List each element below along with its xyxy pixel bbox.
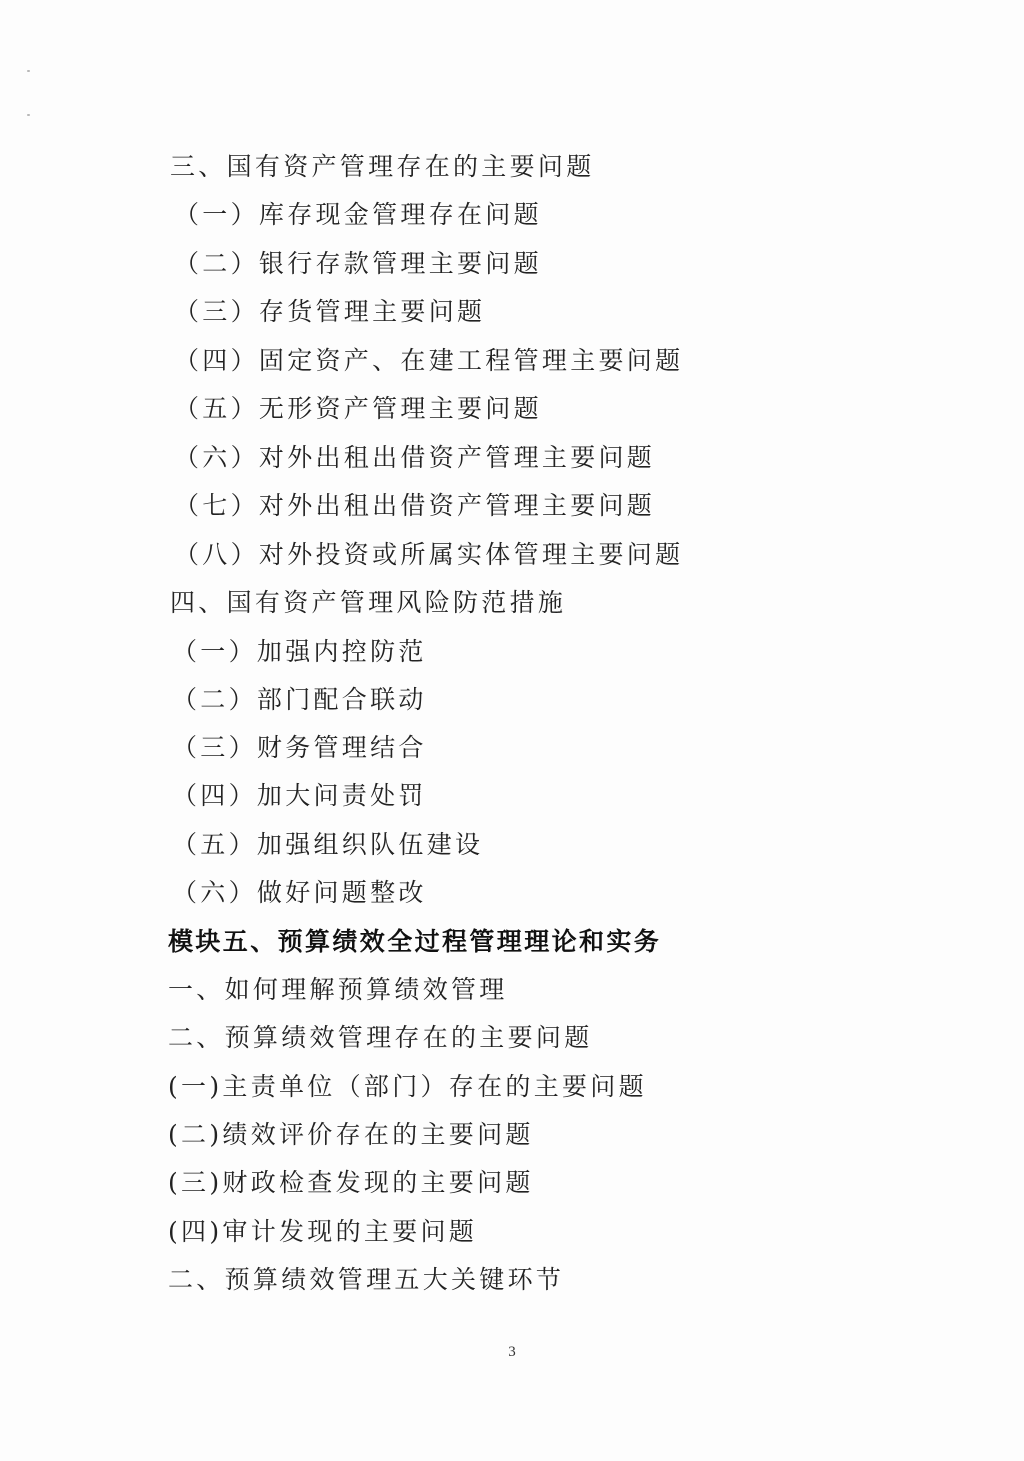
subsection-4-2: （二）部门配合联动 [172, 685, 427, 714]
subsection-3-8: （八）对外投资或所属实体管理主要问题 [174, 540, 684, 569]
module-heading-5: 模块五、预算绩效全过程管理理论和实务 [168, 927, 662, 956]
subsection-3-3: （三）存货管理主要问题 [174, 297, 486, 326]
subsection-2-2: (二)绩效评价存在的主要问题 [168, 1120, 534, 1149]
subsection-3-1: （一）库存现金管理存在问题 [174, 200, 542, 229]
subsection-4-3: （三）财务管理结合 [172, 733, 427, 762]
subsection-2-3: (三)财政检查发现的主要问题 [168, 1168, 534, 1197]
scan-speck [27, 114, 30, 116]
page-number: 3 [508, 1344, 516, 1360]
subsection-3-6: （六）对外出租出借资产管理主要问题 [174, 443, 656, 472]
subsection-4-4: （四）加大问责处罚 [172, 781, 427, 810]
subsection-4-6: （六）做好问题整改 [172, 878, 427, 907]
section-heading-2b: 二、预算绩效管理五大关键环节 [168, 1265, 565, 1294]
subsection-3-2: （二）银行存款管理主要问题 [174, 249, 542, 278]
subsection-3-4: （四）固定资产、在建工程管理主要问题 [174, 346, 684, 375]
section-heading-4: 四、国有资产管理风险防范措施 [170, 588, 567, 617]
subsection-3-7: （七）对外出租出借资产管理主要问题 [174, 491, 656, 520]
subsection-4-1: （一）加强内控防范 [172, 637, 427, 666]
subsection-2-4: (四)审计发现的主要问题 [168, 1217, 478, 1246]
section-heading-1: 一、如何理解预算绩效管理 [168, 975, 508, 1004]
subsection-4-5: （五）加强组织队伍建设 [172, 830, 484, 859]
subsection-3-5: （五）无形资产管理主要问题 [174, 394, 542, 423]
section-heading-2: 二、预算绩效管理存在的主要问题 [168, 1023, 593, 1052]
subsection-2-1: (一)主责单位（部门）存在的主要问题 [168, 1072, 647, 1101]
section-heading-3: 三、国有资产管理存在的主要问题 [170, 152, 595, 181]
scan-speck [27, 70, 30, 72]
